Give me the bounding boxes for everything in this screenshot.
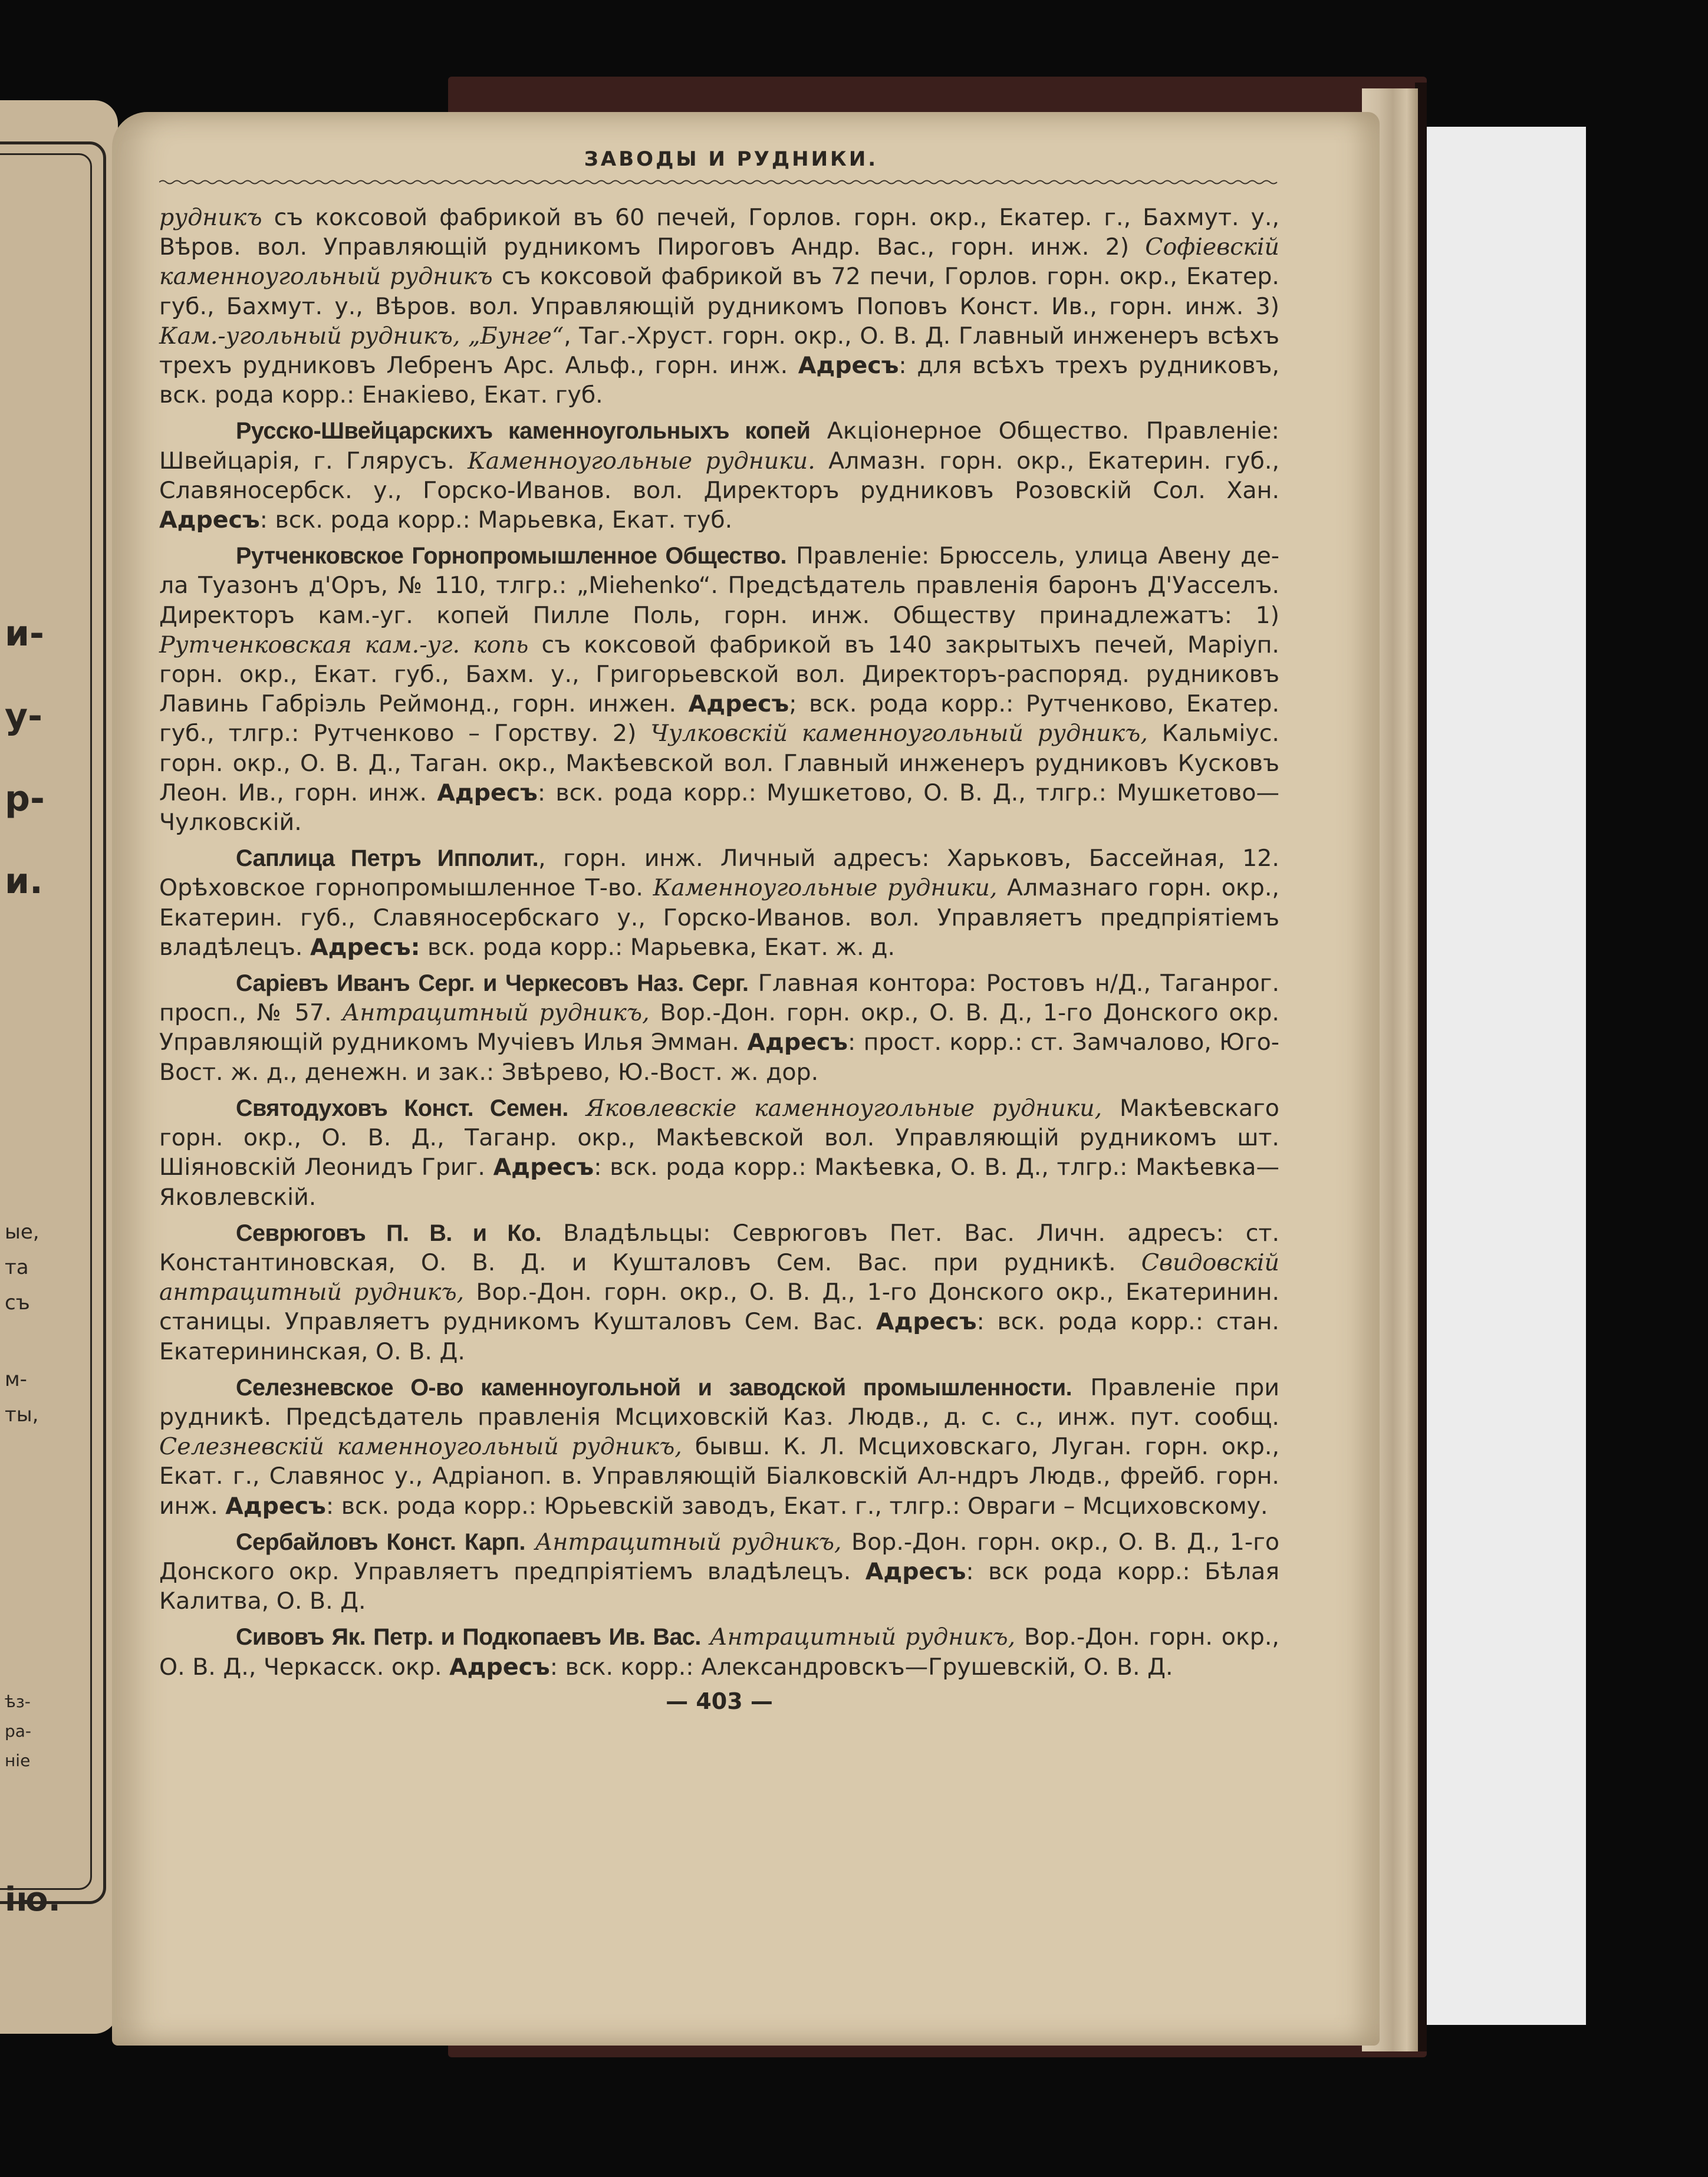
page-content [159,147,1279,1714]
address-label: Адресъ [159,506,260,534]
directory-entry [159,1527,1279,1616]
address-label: Адресъ [876,1308,977,1336]
entry-name: Рутченковское Горнопромышленное Общество. [236,543,786,569]
left-page-fragment: ію. [5,1880,61,1919]
left-page-fragment: м- [5,1368,27,1391]
directory-entry [159,1094,1279,1212]
entry-text: , Таг.-Хруст. горн. окр., О. В. Д. Главный инженеръ всѣхъ трехъ рудниковъ Лебренъ Арс. Альф., горн. инж. [159,322,1279,380]
entry-text: , горн. инж. Личный адресъ: Харьковъ, Бассейная, 12. Орѣховское горнопромышленное Т-во. [159,845,1279,902]
left-page-fragment: и. [5,861,43,902]
entry-text: : вск. корр.: Александровскъ—Грушевскій, О. В. Д. [549,1653,1173,1681]
entry-text: Главная контора: Ростовъ н/Д., Таганрог. просп., № 57. [159,970,1279,1027]
right-page [112,112,1380,2046]
address-label: Адресъ [798,352,899,380]
left-page-fragment: ѣз- [5,1692,31,1711]
address-label: Адресъ [449,1653,550,1681]
left-page-fragment: съ [5,1291,30,1315]
entry-text: Вор.-Дон. горн. окр., О. В. Д., 1-го Донского окр., Екатеринин. станицы. Управляетъ рудникомъ Кушталовъ Сем. Вас. [159,1279,1279,1336]
address-label: Адресъ [747,1029,848,1056]
entry-text [701,1623,710,1651]
entry-text: съ коксовой фабрикой въ 72 печи, Горлов. горн. окр., Екатер. губ., Бахмут. у., Вѣров. вол. Управляющій рудникомъ Поповъ Конст. Ив., горн. инж. 3) [159,263,1279,320]
address-label: Адресъ [493,1154,594,1181]
directory-entry [159,541,1279,837]
entry-text: Правленіе при рудникѣ. Предсѣдатель правленія Мсциховскій Каз. Людв., д. с. с., инж. пут. сообщ. [159,1374,1280,1431]
entry-text: Вор.-Дон. горн. окр., О. В. Д., 1-го Донского окр. Управляетъ предпріятіемъ владѣлецъ. [159,1528,1279,1585]
entry-name: Севрюговъ П. В. и Ко. [236,1220,542,1246]
entry-text: Макѣевскаго горн. окр., О. В. Д., Таганр. окр., Макѣевской вол. Управляющій рудникомъ шт. Шіяновскій Леонидъ Григ. [159,1094,1279,1181]
entry-paragraph [159,203,1279,410]
entry-text: Алмазнаго горн. окр., Екатерин. губ., Славяносербскаго у., Горско-Иванов. вол. Управляетъ предпріятіемъ владѣлецъ. [159,874,1279,961]
enterprise-title: Антрацитный рудникъ, [535,1528,842,1556]
directory-entry [159,416,1279,535]
address-label: Адресъ: [310,933,420,961]
entry-name: Сербайловъ Конст. Карп. [236,1529,525,1555]
entry-text: : вск. рода корр.: стан. Екатерининская, О. В. Д. [159,1308,1279,1365]
enterprise-title: Каменноугольные рудники, [653,874,998,902]
entry-paragraph [159,969,1279,1087]
address-label: Адресъ [437,779,538,806]
entry-text: : вск рода корр.: Бѣлая Калитва, О. В. Д. [159,1557,1280,1615]
entry-text: вск. рода корр.: Марьевка, Екат. ж. д. [420,933,896,961]
left-page-fragment: та [5,1256,29,1279]
enterprise-title: Софіевскій каменноугольный рудникъ [159,233,1279,291]
directory-entry [159,1373,1279,1521]
directory-entry [159,203,1279,410]
entry-text: : прост. корр.: ст. Замчалово, Юго-Вост. ж. д., денежн. и зак.: Звѣрево, Ю.-Вост. ж. дор. [159,1029,1279,1086]
entry-text: Правленіе: Брюссель, улица Авену де-ла Туазонъ д'Оръ, № 110, тлгр.: „Miehenko“. Предсѣдатель правленія баронъ Д'Уасселъ. Директоръ кам.-уг. копей Пилле Поль, горн. инж. Обществу принадлежатъ: 1) [159,542,1280,629]
entry-name: Святодуховъ Конст. Семен. [236,1095,568,1121]
left-page-fragment: ніе [5,1751,31,1770]
entry-text [525,1529,535,1556]
entry-paragraph [159,416,1279,535]
enterprise-title: Рутченковская кам.-уг. копь [159,631,529,658]
entry-paragraph [159,1622,1279,1681]
enterprise-title: Свидовскій антрацитный рудникъ, [159,1249,1279,1306]
entry-text: : вск. рода корр.: Мушкетово, О. В. Д., тлгр.: Мушкетово—Чулковскій. [159,779,1279,836]
enterprise-title: Антрацитный рудникъ, [342,999,650,1027]
white-sheet [1421,127,1586,2025]
enterprise-title: Кам.-угольный рудникъ, „Бунге“ [159,322,564,350]
entry-paragraph [159,1094,1279,1212]
entry-text: ; вск. рода корр.: Рутченково, Екатер. губ., тлгр.: Рутченково – Горству. 2) [159,690,1280,747]
enterprise-title: Чулковскій каменноугольный рудникъ, [650,720,1148,747]
enterprise-title: Яковлевскіе каменноугольные рудники, [585,1094,1103,1122]
entry-text: бывш. К. Л. Мсциховскаго, Луган. горн. окр., Екат. г., Славянос у., Адріаноп. в. Управляющій Біалковскій Ал-ндръ Людв., фрейб. горн. инж. [159,1433,1279,1520]
directory-entry [159,1218,1279,1366]
left-page-fragment: у- [5,696,43,737]
entry-text: Акціонерное Общество. Правленіе: Швейцарія, г. Глярусъ. [159,417,1279,475]
directory-entry [159,844,1279,962]
entry-paragraph [159,844,1279,962]
entry-text: съ коксовой фабрикой въ 60 печей, Горлов. горн. окр., Екатер. г., Бахмут. у., Вѣров. вол. Управляющій рудникомъ Пироговъ Андр. Вас., горн. инж. 2) [159,204,1279,261]
entry-text: Кальміус. горн. окр., О. В. Д., Таган. окр., Макѣевской вол. Главный инженеръ рудниковъ Кусковъ Леон. Ив., горн. инж. [159,720,1279,806]
entry-paragraph [159,541,1279,837]
enterprise-title: Каменноугольные рудники. [468,447,815,475]
entry-name: Русско-Швейцарскихъ каменноугольныхъ копей [236,418,811,444]
entry-paragraph [159,1373,1279,1521]
left-page-fragment: р- [5,778,45,819]
directory-entry [159,1622,1279,1681]
entry-text: : вск. рода корр.: Юрьевскій заводъ, Екат. г., тлгр.: Овраги – Мсциховскому. [325,1492,1268,1520]
directory-entry [159,969,1279,1087]
enterprise-title: Антрацитный рудникъ, [709,1623,1016,1651]
entry-text: Вор.-Дон. горн. окр., О. В. Д., 1-го Донского окр. Управляющій рудникомъ Мучіевъ Илья Эмман. [159,999,1279,1056]
address-label: Адресъ [865,1557,966,1585]
entry-text: съ коксовой фабрикой въ 140 закрытыхъ печей, Маріуп. горн. окр., Екат. губ., Бахм. у., Григорьевской вол. Директоръ-распоряд. рудниковъ Лавинь Габріэль Реймонд., горн. инжен. [159,631,1279,718]
entry-text: Алмазн. горн. окр., Екатерин. губ., Славяносербск. у., Горско-Иванов. вол. Директоръ рудниковъ Розовскій Сол. Хан. [159,447,1279,504]
head-rule [159,179,1279,185]
entry-text [568,1095,586,1122]
entry-text: : вск. рода корр.: Марьевка, Екат. туб. [259,506,733,534]
entry-name: Сивовъ Як. Петр. и Подкопаевъ Ив. Вас. [236,1624,701,1651]
address-label: Адресъ [688,690,789,718]
left-page-fragment: и- [5,613,44,654]
enterprise-title: рудникъ [159,204,262,231]
left-page-fragments [0,100,118,2034]
left-page-fragment: ые, [5,1220,40,1244]
entry-text: : вск. рода корр.: Макѣевка, О. В. Д., тлгр.: Макѣевка—Яковлевскій. [159,1154,1279,1211]
address-label: Адресъ [225,1492,326,1520]
left-page [0,100,118,2034]
entry-name: Саплица Петръ Ипполит. [236,845,539,872]
enterprise-title: Селезневскій каменноугольный рудникъ, [159,1433,682,1461]
entry-paragraph [159,1527,1279,1616]
entry-name: Саріевъ Иванъ Серг. и Черкесовъ Наз. Серг. [236,970,749,997]
left-page-fragment: ты, [5,1403,39,1427]
left-page-fragment: ра- [5,1721,32,1741]
directory-entries [159,203,1279,1682]
page-number: — 403 — [666,1688,773,1714]
entry-text: Вор.-Дон. горн. окр., О. В. Д., Черкасск. окр. [159,1623,1279,1681]
entry-text: : для всѣхъ трехъ рудниковъ, вск. рода корр.: Енакіево, Екат. губ. [159,352,1280,409]
entry-paragraph [159,1218,1279,1366]
running-head: ЗАВОДЫ И РУДНИКИ. [584,147,878,171]
entry-text: Владѣльцы: Севрюговъ Пет. Вас. Личн. адресъ: ст. Константиновская, О. В. Д. и Кушталовъ Сем. Вас. при рудникѣ. [159,1219,1279,1276]
entry-name: Селезневское О-во каменноугольной и заводской промышленности. [236,1374,1072,1401]
